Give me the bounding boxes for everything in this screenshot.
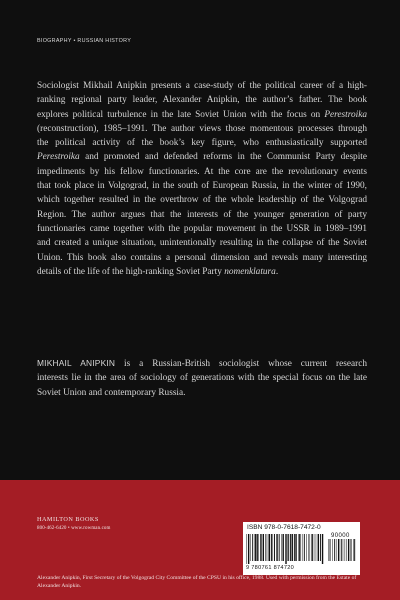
publisher-name: HAMILTON BOOKS [37,516,99,523]
barcode-bar [338,539,339,561]
barcode-bar [295,534,296,561]
description-text: (reconstruction), 1985–1991. The author views those momentous processes through [37,123,367,134]
description-line [37,122,367,136]
barcode-bar [271,534,272,561]
barcode-bar [347,539,348,561]
description-line [37,93,367,107]
author-name: MIKHAIL ANIPKIN [37,358,116,368]
barcode-bar [332,539,333,561]
barcode-digits: 9 780761 874720 [246,565,295,571]
author-bio-line: MIKHAIL ANIPKIN is a Russian-British sociologist whose current research [37,358,367,369]
barcode-bar [350,539,351,561]
publisher-block [37,516,110,531]
description-text: . [275,266,279,277]
barcode-bar [260,534,261,561]
barcode-bar [255,534,256,561]
description-line [37,150,367,164]
barcode-bar [298,534,299,561]
barcode-bar [274,534,275,561]
publisher-contact: 800-462-6420 • www.rowman.com [37,526,111,531]
description-text: which together resulted in the overthrow of the whole leadership of the Volgograd [37,195,367,206]
barcode-bar [314,534,315,561]
description-text: impediments by his fellow functionaries. At the core are the revolutionary events [37,166,367,177]
barcode-bar [348,539,349,561]
description-line [37,108,367,122]
barcode-bar [353,539,354,561]
description-text: ranking regional party leader, Alexander Anipkin, the author’s father. The book [37,95,367,106]
description-italic-term: Perestroika [324,109,367,120]
description-line [37,179,367,193]
book-description [37,79,367,279]
barcode-bar [299,534,300,561]
barcode-bar [283,534,284,561]
barcode-bar [290,534,291,561]
barcode-bar [354,539,355,561]
barcode-bar [341,539,342,561]
description-line [37,208,367,222]
description-line [37,193,367,207]
barcode-bar [265,534,266,561]
description-text: Region. The author argues that the interests of the younger generation of party [37,209,367,220]
description-line [37,79,367,93]
barcode-bar [316,534,317,561]
barcode-bar [311,534,312,561]
description-italic-term: Perestroika [37,152,80,163]
description-text: Union. This book also contains a personal dimension and reveals many interesting [37,252,367,263]
barcode-bar [351,539,352,561]
description-text: and created a unique situation, unintentionally resulting in the collapse of the Soviet [37,238,367,249]
barcode-box [243,522,360,575]
description-line [37,236,367,250]
barcode-bar [269,534,270,561]
barcode-bar [268,534,269,561]
description-line [37,265,367,279]
barcode-bar [306,534,307,561]
barcode-bar [322,534,323,564]
author-bio [37,356,367,400]
barcode-bar [310,534,311,561]
barcode-bar [273,534,274,561]
barcode-bar [263,534,264,561]
barcode-bar [304,534,305,561]
description-text: details of the life of the high-ranking Soviet Party [37,266,225,277]
barcode-bar [258,534,259,561]
barcode-bar [285,534,286,564]
barcode-bar [337,539,338,561]
barcode-bar [343,539,344,561]
author-bio-line: Soviet Union and contemporary Russia. [37,387,186,398]
description-text: that took place in Volgograd, in the south of European Russia, in the winter of 1990, [37,181,367,192]
barcode-bar [292,534,293,561]
barcode-bar [247,534,248,564]
barcode-bar [320,534,321,561]
barcode-bar [276,534,277,561]
barcode-bar [248,534,249,564]
barcode-bar [287,534,288,561]
photo-credit: Alexander Anipkin, First Secretary of the Volgograd City Committee of the CPSU in his office, 1988. Used with permission from the Estate of Alexander Anipkin. [37,575,357,589]
barcode-bar [250,534,251,561]
description-text: and promoted and defended reforms in the Communist Party despite [79,152,367,163]
barcode-bars-icon [246,534,324,564]
barcode-bar [294,534,295,561]
barcode-bar [302,534,303,561]
description-text: Sociologist Mikhail Anipkin presents a case-study of the political career of a high- [37,81,367,91]
barcode-addon-bars-icon [328,539,357,564]
barcode-bar [345,539,346,561]
barcode-bar [279,534,280,561]
description-line [37,222,367,236]
barcode-bar [308,534,309,561]
barcode-bar [256,534,257,561]
description-line [37,165,367,179]
barcode-bar [288,534,289,561]
barcode-bar [330,539,331,561]
isbn-text: ISBN 978-0-7618-7472-0 [247,524,321,531]
description-italic-term: nomenklatura [224,266,276,277]
description-line [37,136,367,150]
barcode-bar [318,534,319,561]
barcode-bar [334,539,335,561]
description-text: the political activity of the book’s key figure, who enthusiastically supported [37,138,367,149]
author-bio-line: interests lie in the area of sociology of generations with the special focus on the late [37,373,367,384]
description-line [37,251,367,265]
barcode-bar [252,534,253,561]
description-text: explores political turbulence in the late Soviet Union with the focus on [37,109,325,120]
description-text: functionaries came together with the popular movement in the USSR in 1989–1991 [37,223,367,234]
barcode-bar [281,534,282,561]
barcode-bar [329,539,330,561]
category-label: BIOGRAPHY • RUSSIAN HISTORY [37,38,132,44]
barcode-addon-number: 90000 [331,533,350,539]
